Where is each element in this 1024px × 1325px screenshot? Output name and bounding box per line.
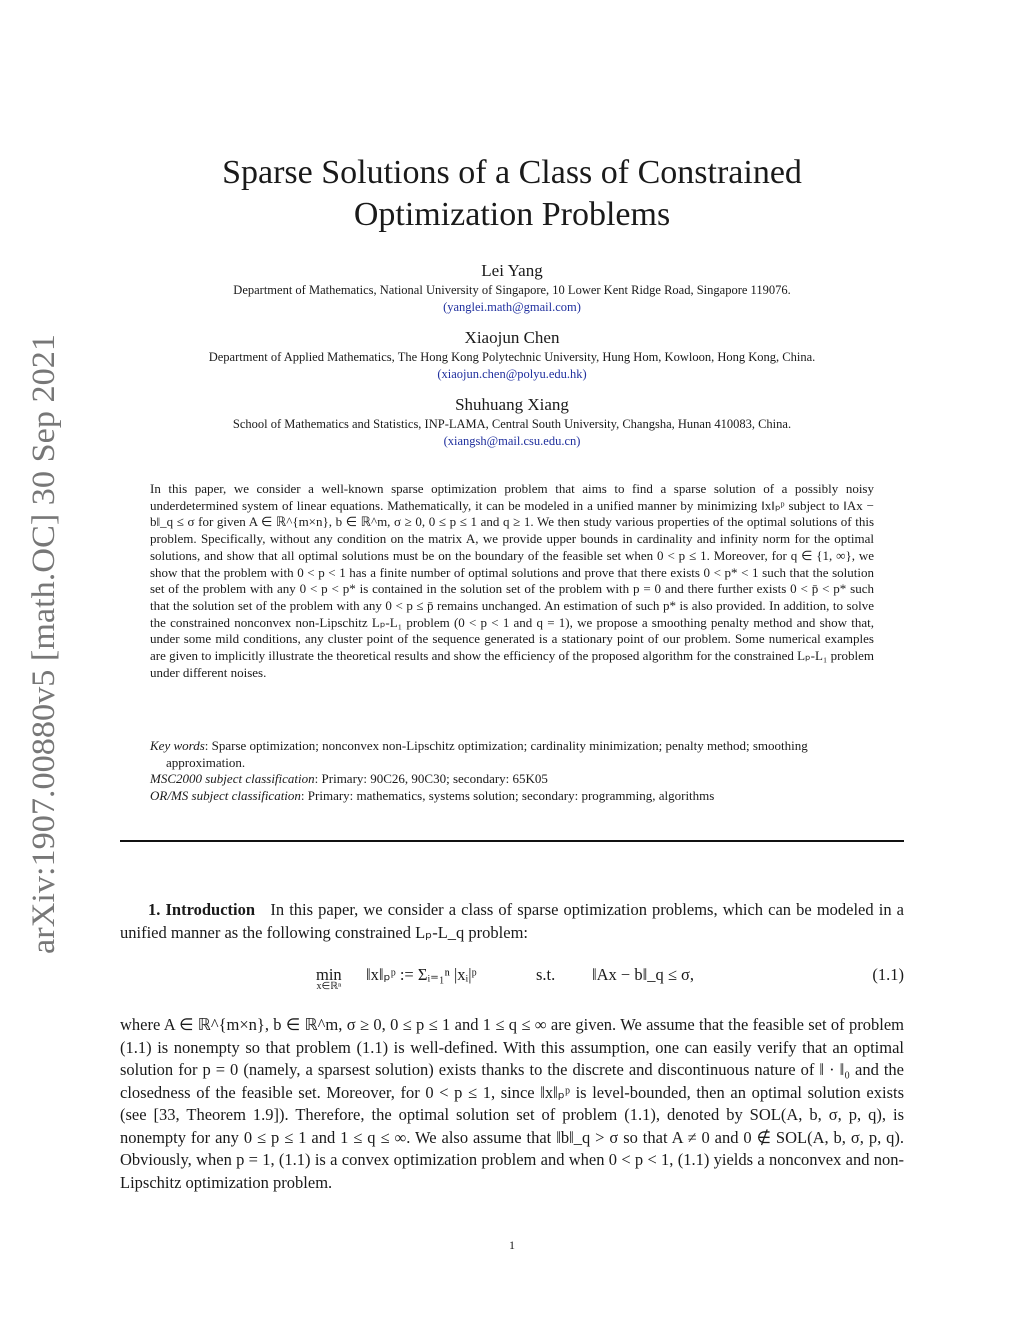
author-affiliation: Department of Applied Mathematics, The Hong Kong Polytechnic University, Hung Hom, Kowloon, Hong Kong, China. xyxy=(208,350,816,364)
eq-constraint: ‖Ax − b‖_q ≤ σ, xyxy=(592,965,695,984)
author-block-2 xyxy=(120,327,904,383)
author-affiliation: School of Mathematics and Statistics, INP-LAMA, Central South University, Changsha, Hunan 410083, China. xyxy=(232,417,792,431)
arxiv-id-text: arXiv:1907.00880v5 [math.OC] 30 Sep 2021 xyxy=(26,365,62,954)
eq-min xyxy=(316,965,342,992)
eq-number: (1.1) xyxy=(872,965,904,984)
eq-such-that: s.t. xyxy=(536,965,556,984)
keywords-text: : Sparse optimization; nonconvex non-Lipschitz optimization; cardinality minimization; penalty method; smoothing approximation. xyxy=(166,738,808,770)
arxiv-side-identifier xyxy=(2,332,72,956)
author-name: Shuhuang Xiang xyxy=(455,395,569,414)
author-name: Lei Yang xyxy=(481,261,543,280)
orms-text: : Primary: mathematics, systems solution; secondary: programming, algorithms xyxy=(300,787,715,803)
author-email-link[interactable]: (xiaojun.chen@polyu.edu.hk) xyxy=(437,367,587,381)
keywords-label: Key words xyxy=(150,738,205,753)
author-email-link[interactable]: (xiangsh@mail.csu.edu.cn) xyxy=(443,434,581,448)
section-divider xyxy=(120,840,904,842)
author-block-3 xyxy=(120,394,904,450)
paragraph-text: where A ∈ ℝ^{m×n}, b ∈ ℝ^m, σ ≥ 0, 0 ≤ p ≤ 1 and 1 ≤ q ≤ ∞ are given. We assume that the feasible set of problem (1.1) is nonempty so that problem (1.1) is well-defined. With this assumption, one can easily verify that an optimal solution for p = 0 (namely, a sparsest solution) exists thanks to the discrete and discontinuous nature of ‖ · ‖₀ and the closedness of the feasible set. Moreover, for 0 < p ≤ 1, since ‖x‖ₚᵖ is level-bounded, then an optimal solution exists (see [33, Theorem 1.9]). Therefore, the optimal solution set of problem (1.1), denoted by SOL(A, b, σ, p, q), is nonempty for any 0 ≤ p ≤ 1 and 1 ≤ q ≤ ∞. We also assume that ‖b‖_q > σ so that A ≠ 0 and 0 ∉ SOL(A, b, σ, p, q). Obviously, when p = 1, (1.1) is a convex optimization problem and when 0 < p < 1, (1.1) yields a nonconvex and non-Lipschitz optimization problem. xyxy=(120,1015,904,1192)
msc-classification xyxy=(150,771,874,788)
eq-objective: ‖x‖ₚᵖ := Σᵢ₌₁ⁿ |xᵢ|ᵖ xyxy=(366,965,477,984)
page-number: 1 xyxy=(509,1238,515,1252)
author-affiliation: Department of Mathematics, National University of Singapore, 10 Lower Kent Ridge Road, Singapore 119076. xyxy=(233,283,791,297)
title-line-2: Optimization Problems xyxy=(353,196,671,233)
orms-classification xyxy=(150,788,874,805)
eq-min-word: min xyxy=(316,965,342,984)
author-email-link[interactable]: (yanglei.math@gmail.com) xyxy=(443,300,581,314)
author-name: Xiaojun Chen xyxy=(464,328,560,347)
msc-text: : Primary: 90C26, 90C30; secondary: 65K05 xyxy=(314,771,548,787)
abstract xyxy=(150,481,874,681)
intro-text: In this paper, we consider a class of sparse optimization problems, which can be modeled in a unified manner as the following constrained Lₚ-L_q problem: xyxy=(120,900,905,942)
msc-label: MSC2000 subject classification xyxy=(150,771,315,787)
orms-label: OR/MS subject classification xyxy=(150,787,301,803)
abstract-text: In this paper, we consider a well-known sparse optimization problem that aims to find a sparse solution of a possibly noisy underdetermined system of linear equations. Mathematically, it can be modeled in a unified manner by minimizing ‖x‖ₚᵖ subject to ‖Ax − b‖_q ≤ σ for given A ∈ ℝ^{m×n}, b ∈ ℝ^m, σ ≥ 0, 0 ≤ p ≤ 1 and q ≥ 1. We then study various properties of the optimal solutions of this problem. Specifically, without any condition on the matrix A, we provide upper bounds in cardinality and infinity norm for the optimal solutions, and show that all optimal solutions must be on the boundary of the feasible set when 0 < p ≤ 1. Moreover, for q ∈ {1, ∞}, we show that the problem with 0 < p < 1 has a finite number of optimal solutions and prove that there exists 0 < p* < 1 such that the solution set of the problem with any 0 < p < p* is contained in the solution set of the problem with p = 0 and there further exists 0 < p̄ < p* such that the solution set of the problem with any 0 < p ≤ p̄ remains unchanged. An estimation of such p* is also provided. In addition, to solve the constrained nonconvex non-Lipschitz Lₚ-L₁ problem (0 < p < 1 and q = 1), we propose a smoothing penalty method and show that, under some mild conditions, any cluster point of the sequence generated is a stationary point of our problem. Some numerical examples are given to implicitly illustrate the theoretical results and show the efficiency of the proposed algorithm for the constrained Lₚ-L₁ problem under different noises. xyxy=(150,481,874,680)
author-block-1 xyxy=(120,260,904,316)
intro-paragraph xyxy=(120,899,904,944)
eq-min-subscript: x∈ℝⁿ xyxy=(316,981,342,992)
equation-1-1 xyxy=(120,963,904,999)
paper-title xyxy=(120,152,904,236)
section-heading: 1. Introduction xyxy=(148,900,256,919)
classification-block xyxy=(150,738,874,804)
arxiv-side-identifier-svg xyxy=(2,332,72,956)
title-line-1: Sparse Solutions of a Class of Constrained xyxy=(222,154,802,191)
introduction xyxy=(120,899,904,944)
keywords xyxy=(150,738,874,771)
body-paragraph-2 xyxy=(120,1014,904,1194)
